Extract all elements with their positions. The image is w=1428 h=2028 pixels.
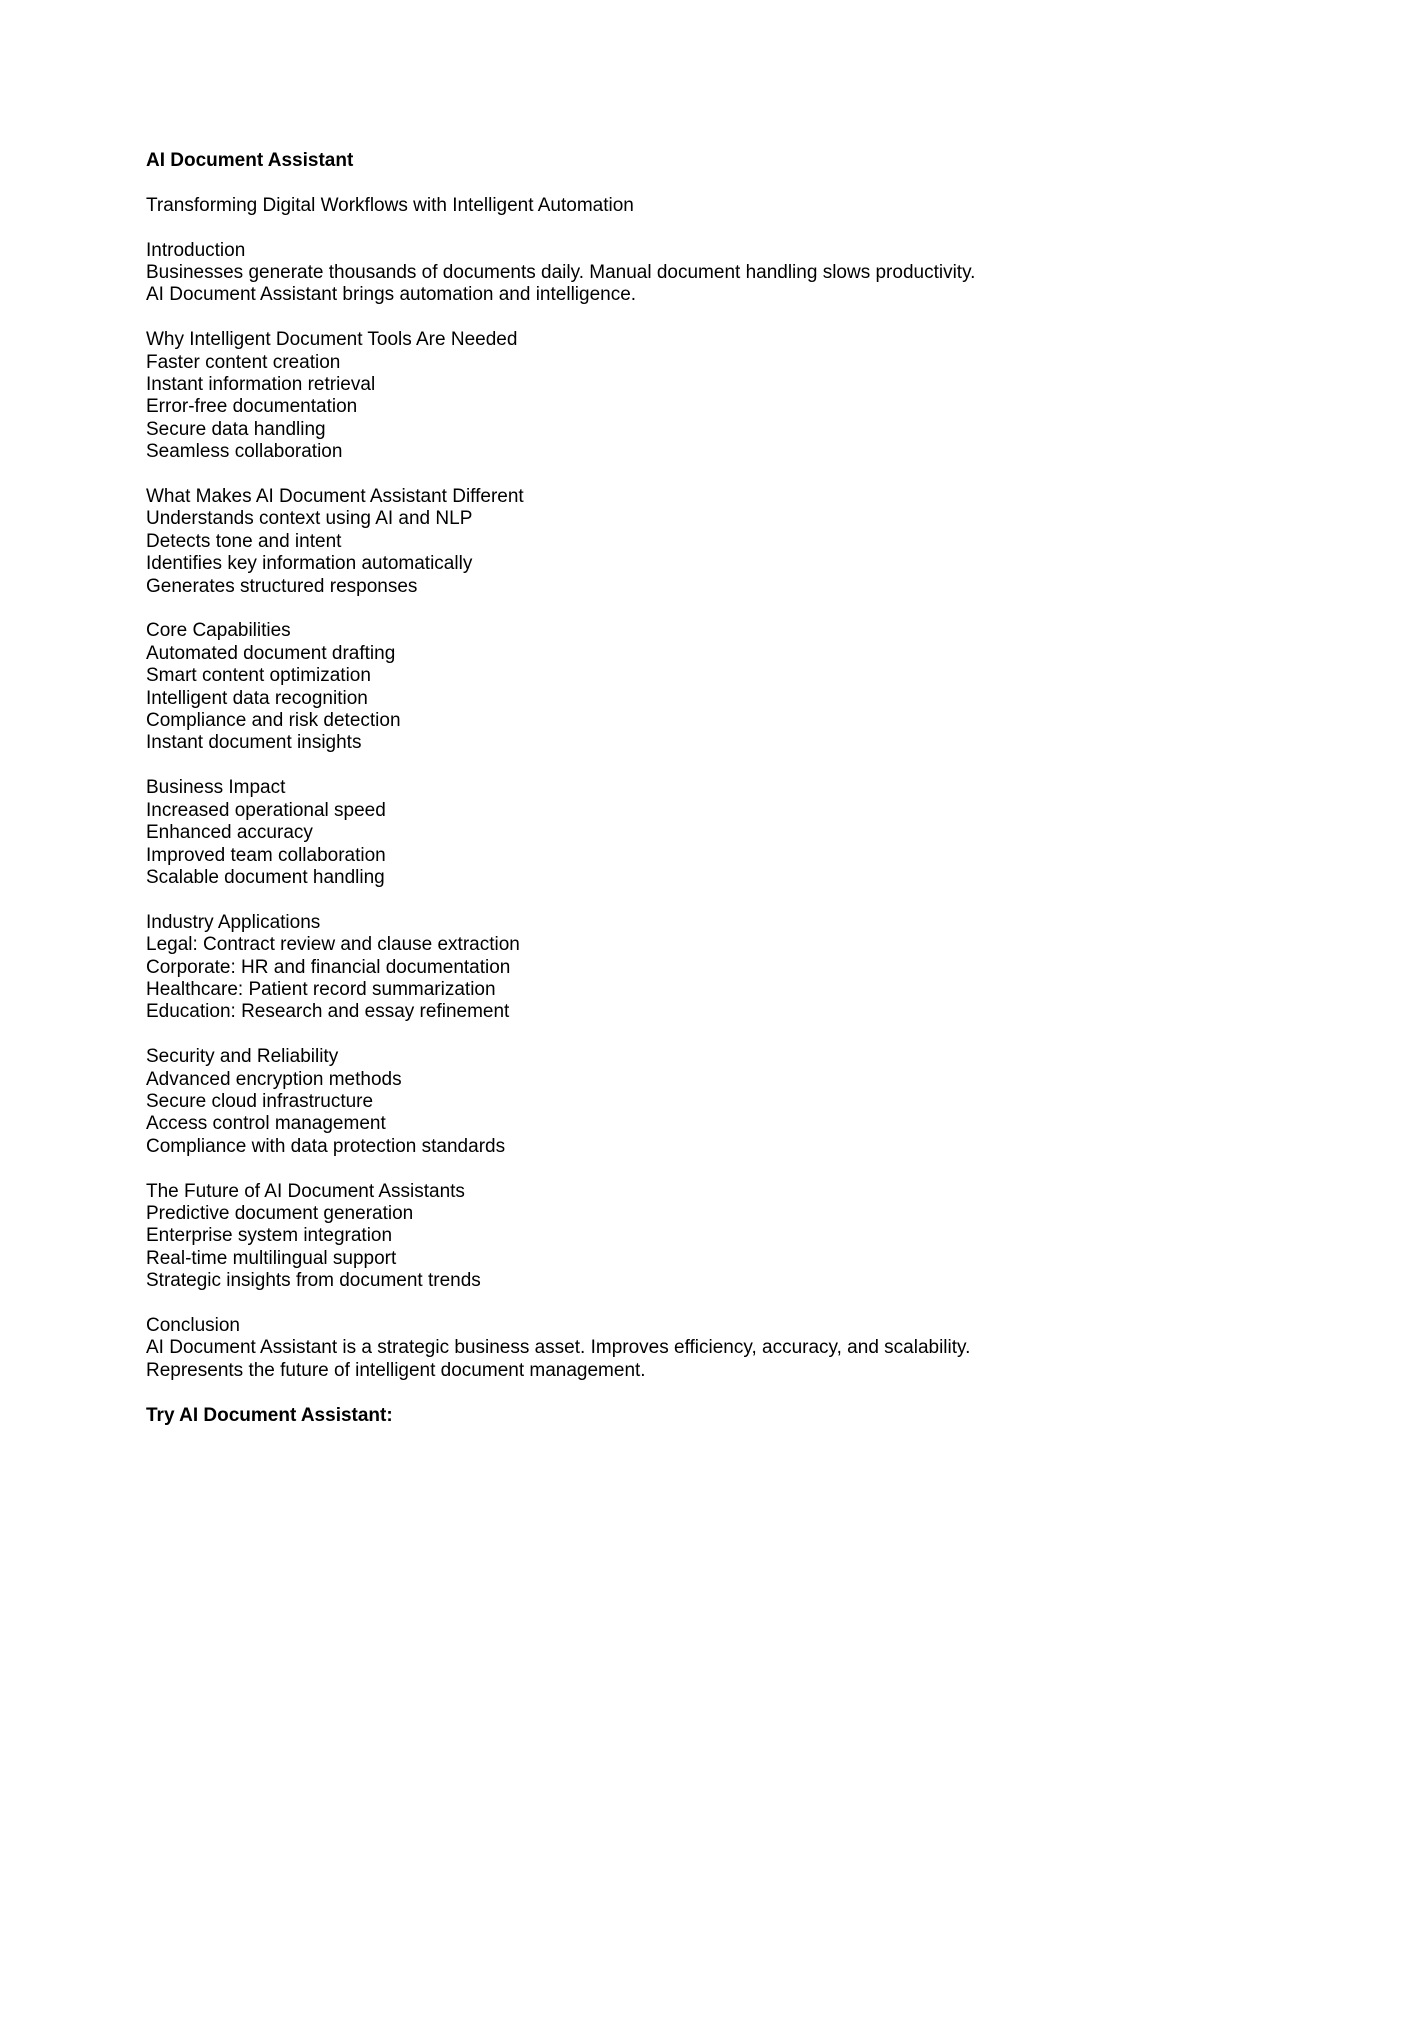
body-line: Enterprise system integration xyxy=(146,1225,393,1247)
body-line: Advanced encryption methods xyxy=(146,1068,402,1090)
section-conclusion xyxy=(146,1315,1288,1382)
section-introduction xyxy=(146,240,1288,307)
body-line: Compliance with data protection standards xyxy=(146,1135,506,1157)
body-line: Generates structured responses xyxy=(146,575,418,597)
body-line: Instant information retrieval xyxy=(146,374,376,396)
body-line: Secure data handling xyxy=(146,418,326,440)
body-line: Improved team collaboration xyxy=(146,844,386,866)
body-line: Increased operational speed xyxy=(146,799,386,821)
body-line: Businesses generate thousands of documents daily. Manual document handling slows productivity. xyxy=(146,262,976,283)
section-heading: Why Intelligent Document Tools Are Needed xyxy=(146,329,518,351)
section-heading: Introduction xyxy=(146,239,246,261)
section-heading: What Makes AI Document Assistant Different xyxy=(146,486,524,508)
section-future xyxy=(146,1181,1288,1293)
body-line: Intelligent data recognition xyxy=(146,687,368,709)
body-line: Seamless collaboration xyxy=(146,441,343,463)
document-subtitle: Transforming Digital Workflows with Intelligent Automation xyxy=(146,194,634,216)
body-line: AI Document Assistant is a strategic business asset. Improves efficiency, accuracy, and scalability. xyxy=(146,1337,971,1359)
body-line: Predictive document generation xyxy=(146,1202,414,1224)
body-line: Secure cloud infrastructure xyxy=(146,1090,374,1112)
body-line: Corporate: HR and financial documentation xyxy=(146,956,511,978)
section-heading: Core Capabilities xyxy=(146,620,291,642)
section-core-capabilities xyxy=(146,620,1288,754)
section-heading: Business Impact xyxy=(146,777,286,799)
section-business-impact xyxy=(146,777,1288,889)
body-line: Smart content optimization xyxy=(146,665,371,687)
section-what-makes-different xyxy=(146,486,1288,598)
body-line: Instant document insights xyxy=(146,732,362,754)
body-line: Detects tone and intent xyxy=(146,530,342,552)
body-line: Represents the future of intelligent document management. xyxy=(146,1359,646,1381)
body-line: Faster content creation xyxy=(146,351,341,373)
body-line: Error-free documentation xyxy=(146,396,358,418)
body-line: Legal: Contract review and clause extraction xyxy=(146,934,520,956)
closing-line: Try AI Document Assistant: xyxy=(146,1404,393,1426)
section-why-intelligent-tools xyxy=(146,329,1288,463)
body-line: Scalable document handling xyxy=(146,866,385,888)
body-line: Strategic insights from document trends xyxy=(146,1270,481,1292)
document-title: AI Document Assistant xyxy=(146,150,354,171)
body-line: Real-time multilingual support xyxy=(146,1247,397,1269)
section-heading: Security and Reliability xyxy=(146,1046,339,1068)
body-line: Understands context using AI and NLP xyxy=(146,508,473,530)
body-line: Education: Research and essay refinement xyxy=(146,1001,510,1023)
body-line: Access control management xyxy=(146,1113,386,1135)
body-line: Identifies key information automatically xyxy=(146,553,473,575)
body-line: Compliance and risk detection xyxy=(146,710,401,732)
body-line: Enhanced accuracy xyxy=(146,822,313,844)
section-industry-applications xyxy=(146,912,1288,1024)
body-line: Automated document drafting xyxy=(146,642,396,664)
body-line: Healthcare: Patient record summarization xyxy=(146,978,496,1000)
section-heading: Conclusion xyxy=(146,1314,240,1336)
section-heading: The Future of AI Document Assistants xyxy=(146,1180,465,1202)
body-line: AI Document Assistant brings automation and intelligence. xyxy=(146,284,637,306)
section-security-reliability xyxy=(146,1046,1288,1158)
section-heading: Industry Applications xyxy=(146,911,321,933)
